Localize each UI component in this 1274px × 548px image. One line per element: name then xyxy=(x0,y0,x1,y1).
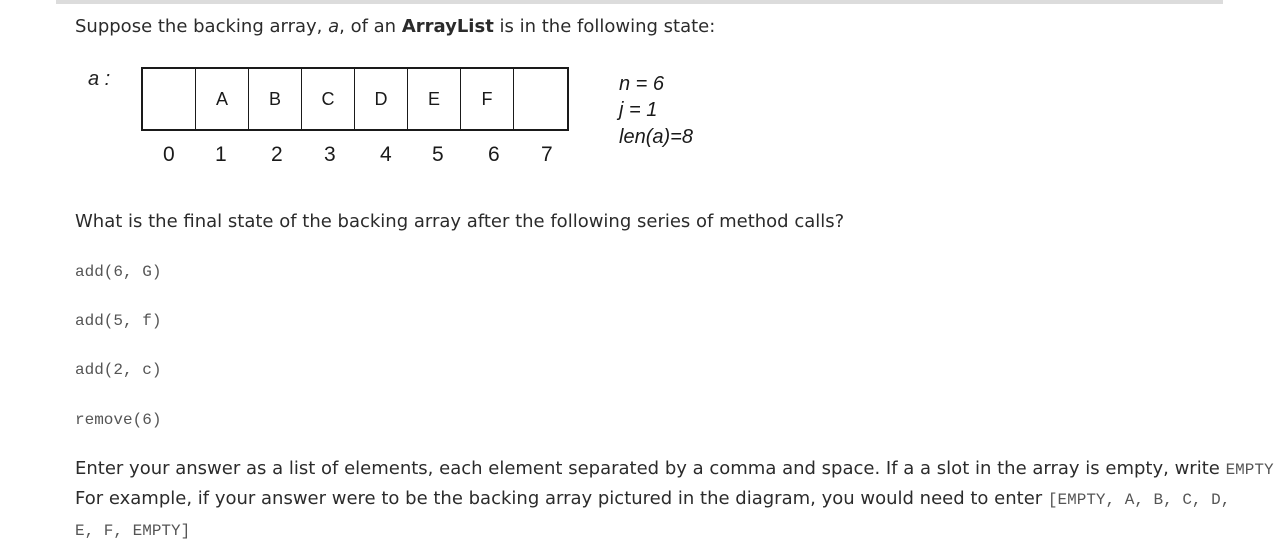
meta-j: j = 1 xyxy=(619,99,658,121)
array-index-4: 4 xyxy=(380,143,392,166)
empty-keyword: EMPTY xyxy=(1225,461,1274,479)
array-index-0: 0 xyxy=(163,143,175,166)
array-label: a : xyxy=(88,68,111,90)
example-answer-end: E, F, EMPTY] xyxy=(75,522,191,540)
array-cell-0 xyxy=(143,69,196,129)
question-text: What is the final state of the backing array after the following series of method calls? xyxy=(75,211,845,232)
meta-len: len(a)=8 xyxy=(619,126,693,148)
intro-text xyxy=(75,16,715,37)
array-cell-2: B xyxy=(249,69,302,129)
array-cell-1: A xyxy=(196,69,249,129)
array-index-7: 7 xyxy=(541,143,553,166)
array-cell-5: E xyxy=(408,69,461,129)
method-call-2: add(5, f) xyxy=(75,312,162,330)
array-cell-3: C xyxy=(302,69,355,129)
intro-after: is in the following state: xyxy=(493,16,716,37)
instructions-line-1 xyxy=(75,458,1274,479)
array-cell-6: F xyxy=(461,69,514,129)
example-answer-start: [EMPTY, A, B, C, D, xyxy=(1047,491,1231,509)
array-index-2: 2 xyxy=(271,143,283,166)
array-index-3: 3 xyxy=(324,143,336,166)
array-index-6: 6 xyxy=(488,143,500,166)
array-cell-4: D xyxy=(355,69,408,129)
instructions-line-2-text: For example, if your answer were to be the backing array pictured in the diagram, you would need to enter xyxy=(75,488,1048,509)
intro-arraylist: ArrayList xyxy=(401,16,494,37)
intro-var: a xyxy=(328,16,340,37)
array-index-5: 5 xyxy=(432,143,444,166)
top-divider xyxy=(56,0,1223,4)
array-cell-7 xyxy=(514,69,567,129)
method-call-4: remove(6) xyxy=(75,411,162,429)
meta-n: n = 6 xyxy=(619,73,665,95)
method-call-3: add(2, c) xyxy=(75,361,162,379)
intro-mid: , of an xyxy=(339,16,402,37)
method-call-1: add(6, G) xyxy=(75,263,162,281)
backing-array-diagram xyxy=(141,67,569,131)
instructions-line-2 xyxy=(75,488,1230,509)
instructions-line-1-text: Enter your answer as a list of elements, each element separated by a comma and space. If a a slot in the array is empty, write xyxy=(75,458,1226,479)
intro-before: Suppose the backing array, xyxy=(75,16,329,37)
array-index-1: 1 xyxy=(215,143,227,166)
